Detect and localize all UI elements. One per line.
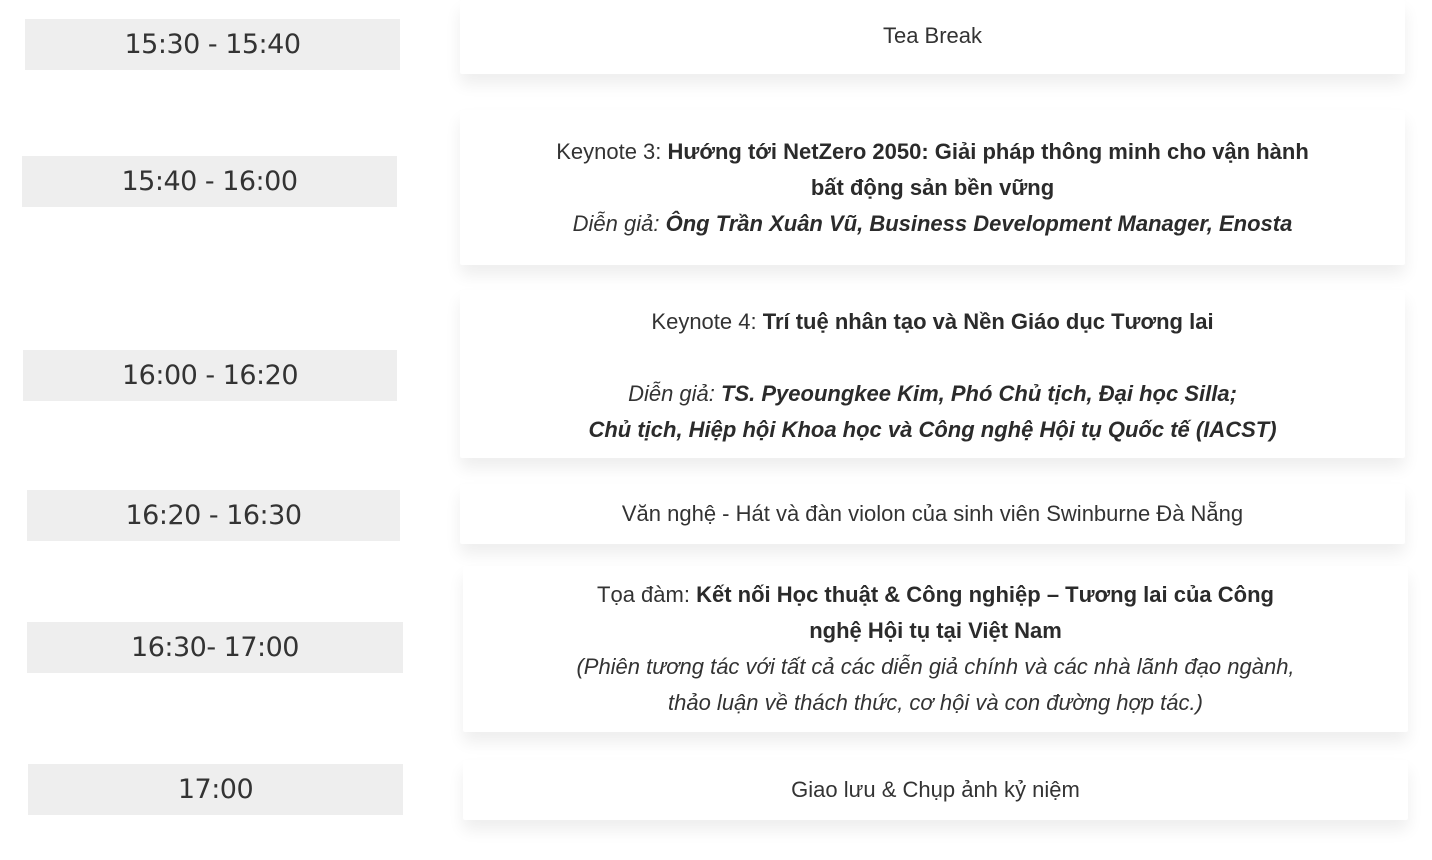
speaker-label: Diễn giả: bbox=[572, 210, 666, 236]
session-title-line-1: Hướng tới NetZero 2050: Giải pháp thông minh cho vận hành bbox=[667, 138, 1309, 164]
session-time: 15:30 - 15:40 bbox=[25, 19, 400, 70]
session-time: 16:00 - 16:20 bbox=[23, 350, 397, 401]
session-type-label: Tọa đàm: bbox=[597, 582, 697, 607]
session-title-line-2: bất động sản bền vững bbox=[810, 174, 1055, 200]
session-time: 17:00 bbox=[28, 764, 403, 815]
session-title-line-2: nghệ Hội tụ tại Việt Nam bbox=[809, 618, 1062, 643]
session-card bbox=[463, 566, 1408, 732]
session-title bbox=[556, 134, 1309, 170]
speaker-name: Ông Trần Xuân Vũ, Business Development Manager, Enosta bbox=[665, 210, 1293, 236]
session-time: 15:40 - 16:00 bbox=[22, 156, 397, 207]
session-title-text: Trí tuệ nhân tạo và Nền Giáo dục Tương lai bbox=[762, 309, 1214, 334]
session-card bbox=[460, 0, 1405, 74]
session-title-line-1: Kết nối Học thuật & Công nghiệp – Tương lai của Công bbox=[696, 582, 1274, 607]
session-note-cont bbox=[668, 685, 1203, 721]
session-card bbox=[463, 760, 1408, 820]
session-type-label: Keynote 3: bbox=[556, 138, 668, 164]
session-title bbox=[597, 577, 1274, 613]
session-time: 16:20 - 16:30 bbox=[27, 490, 400, 541]
speaker-name-line-1: TS. Pyeoungkee Kim, Phó Chủ tịch, Đại học Silla; bbox=[721, 381, 1237, 406]
speaker-label: Diễn giả: bbox=[628, 381, 722, 406]
session-title: Văn nghệ - Hát và đàn violon của sinh viên Swinburne Đà Nẵng bbox=[621, 501, 1244, 526]
session-speaker bbox=[628, 376, 1237, 412]
session-time: 16:30- 17:00 bbox=[27, 622, 403, 673]
speaker-name-line-2: Chủ tịch, Hiệp hội Khoa học và Công nghệ Hội tụ Quốc tế (IACST) bbox=[588, 417, 1277, 442]
session-note-line-1: (Phiên tương tác với tất cả các diễn giả chính và các nhà lãnh đạo ngành, bbox=[576, 654, 1295, 679]
session-title-cont bbox=[811, 170, 1054, 206]
session-card bbox=[460, 110, 1405, 265]
session-title-cont bbox=[809, 613, 1062, 649]
session-speaker-cont bbox=[588, 412, 1276, 448]
session-title bbox=[651, 304, 1213, 340]
session-speaker bbox=[573, 206, 1293, 242]
session-type-label: Keynote 4: bbox=[651, 309, 763, 334]
session-card bbox=[460, 290, 1405, 458]
session-note bbox=[576, 649, 1294, 685]
session-note-line-2: thảo luận về thách thức, cơ hội và con đường hợp tác.) bbox=[668, 690, 1203, 715]
session-title: Giao lưu & Chụp ảnh kỷ niệm bbox=[791, 777, 1080, 802]
session-card bbox=[460, 484, 1405, 544]
session-title: Tea Break bbox=[882, 23, 983, 48]
